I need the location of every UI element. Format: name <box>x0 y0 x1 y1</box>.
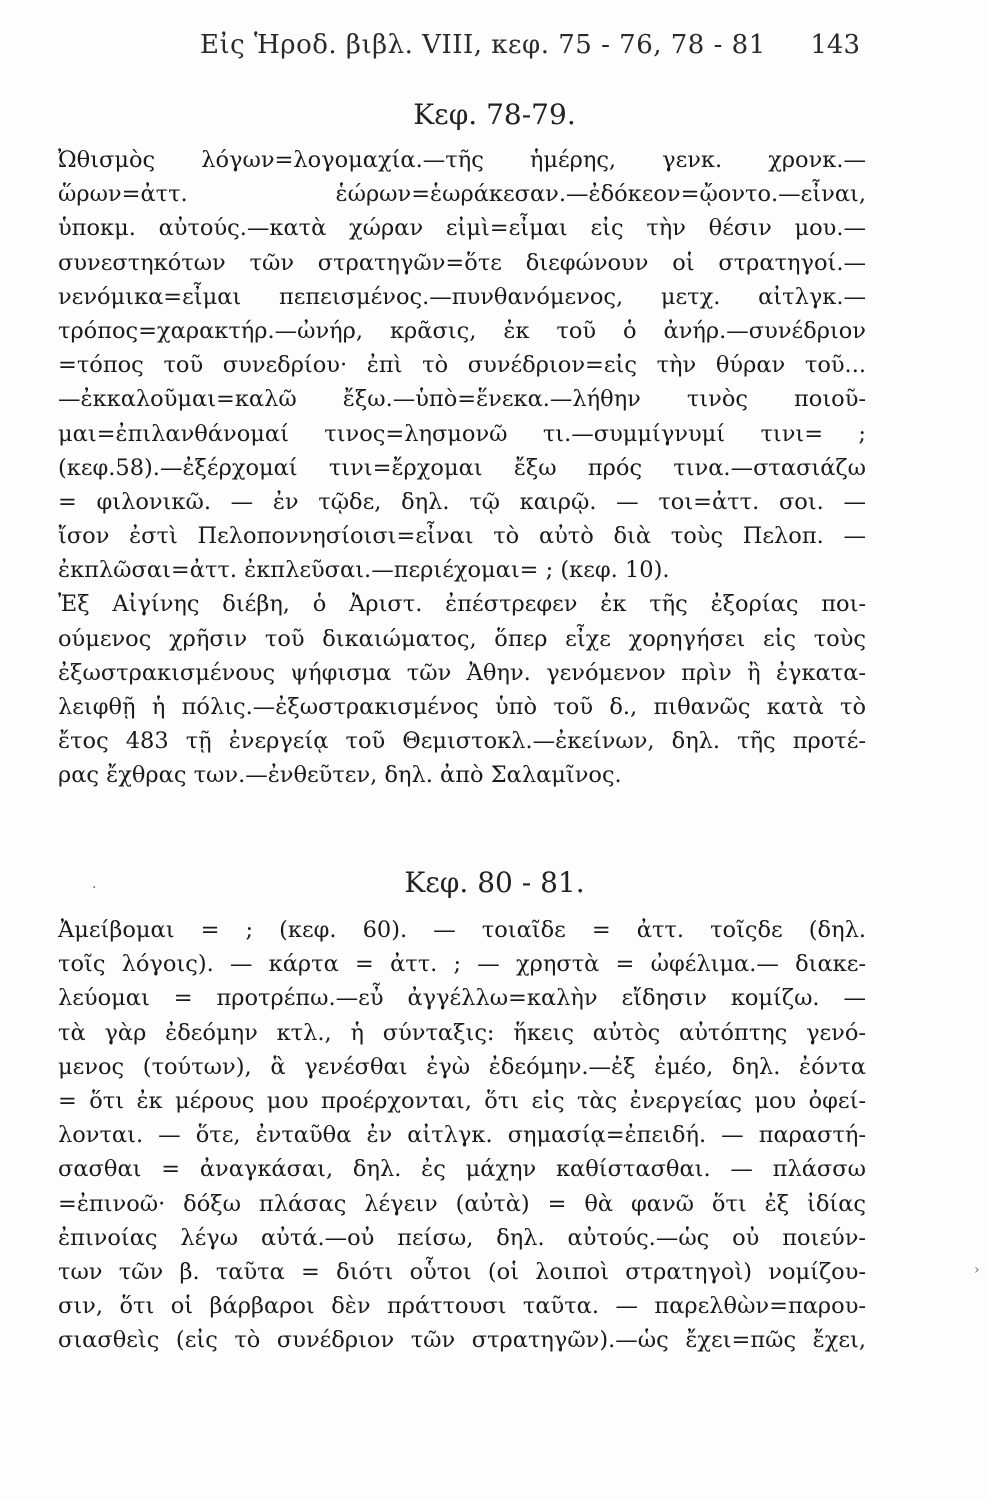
text-line: =ἐπινοῶ· δόξω πλάσας λέγειν (αὐτὰ) = θὰ φανῶ ὅτι ἐξ ἰδίας <box>58 1190 866 1217</box>
text-line: ρας ἔχθρας των.—ἐνθεῦτεν, δηλ. ἀπὸ Σαλαμῖνος. <box>58 762 622 789</box>
text-line: σιν, ὅτι οἱ βάρβαροι δὲν πράττουσι ταῦτα. — παρελθὼν=παρου- <box>58 1293 866 1320</box>
text-line: (κεφ.58).—ἐξέρχομαί τινι=ἔρχομαι ἔξω πρός τινα.—στασιάζω <box>58 454 866 481</box>
text-line: ούμενος χρῆσιν τοῦ δικαιώματος, ὅπερ εἶχε χορηγήσει εἰς τοὺς <box>58 625 866 652</box>
text-line: Ἐξ Αἰγίνης διέβη, ὁ Ἀριστ. ἐπέστρεφεν ἐκ τῆς ἐξορίας ποι- <box>58 591 866 618</box>
text-line: λονται. — ὅτε, ἐνταῦθα ἐν αἰτλγκ. σημασίᾳ=ἐπειδή. — παραστή- <box>58 1122 866 1149</box>
text-line: τρόπος=χαρακτήρ.—ὠνήρ, κρᾶσις, ἐκ τοῦ ὁ ἀνήρ.—συνέδριον <box>58 317 866 344</box>
running-head-title: Εἰς Ἡροδ. βιβλ. VIII, κεφ. 75 - 76, 78 - 81 <box>200 30 766 60</box>
text-line: ὑποκμ. αὐτούς.—κατὰ χώραν εἰμὶ=εἶμαι εἰς τὴν θέσιν μου.— <box>58 215 866 242</box>
text-line: μαι=ἐπιλανθάνομαί τινος=λησμονῶ τι.—συμμίγνυμί τινι= ; <box>58 420 866 447</box>
text-line: των τῶν β. ταῦτα = διότι οὗτοι (οἱ λοιποὶ στρατηγοὶ) νομίζου- <box>58 1258 866 1285</box>
section-heading-80-81: Κεφ. 80 - 81. <box>404 866 585 899</box>
text-line: —ἐκκαλοῦμαι=καλῶ ἔξω.—ὑπὸ=ἕνεκα.—λήθην τινὸς ποιοῦ- <box>58 386 866 413</box>
text-line: ὥρων=ἀττ. ἑώρων=ἑωράκεσαν.—ἐδόκεον=ᾤοντο.—εἶναι, <box>58 181 866 208</box>
text-line: σιασθεὶς (εἰς τὸ συνέδριον τῶν στρατηγῶν).—ὡς ἔχει=πῶς ἔχει, <box>58 1327 866 1354</box>
section-heading-78-79: Κεφ. 78-79. <box>413 98 576 131</box>
print-speck: · <box>92 880 97 896</box>
text-line: Ἀμείβομαι = ; (κεφ. 60). — τοιαῖδε = ἀττ. τοῖςδε (δηλ. <box>58 917 866 943</box>
text-line: συνεστηκότων τῶν στρατηγῶν=ὅτε διεφώνουν οἱ στρατηγοί.— <box>58 249 866 276</box>
text-line: ἐξωστρακισμένους ψήφισμα τῶν Ἀθην. γενόμενον πρὶν ἢ ἐγκατα- <box>58 659 866 686</box>
text-line: νενόμικα=εἶμαι πεπεισμένος.—πυνθανόμενος, μετχ. αἰτλγκ.— <box>58 283 866 310</box>
print-speck: › <box>974 1262 980 1278</box>
section-text-80-81 <box>58 913 866 1357</box>
text-line: λειφθῇ ἡ πόλις.—ἐξωστρακισμένος ὑπὸ τοῦ δ., πιθανῶς κατὰ τὸ <box>58 694 866 720</box>
text-line: = φιλονικῶ. — ἐν τῷδε, δηλ. τῷ καιρῷ. — τοι=ἀττ. σοι. — <box>58 488 866 515</box>
text-line: ἔτος 483 τῇ ἐνεργείᾳ τοῦ Θεμιστοκλ.—ἐκείνων, δηλ. τῆς προτέ- <box>58 728 866 755</box>
text-line: Ὠθισμὸς λόγων=λογομαχία.—τῆς ἡμέρης, γενκ. χρονκ.— <box>58 147 866 173</box>
text-line: =τόπος τοῦ συνεδρίου· ἐπὶ τὸ συνέδριον=εἰς τὴν θύραν τοῦ... <box>58 352 866 379</box>
text-line: τοῖς λόγοις). — κάρτα = ἀττ. ; — χρηστὰ = ὠφέλιμα.— διακε- <box>58 951 866 978</box>
text-line: ἐκπλῶσαι=ἀττ. ἐκπλεῦσαι.—περιέχομαι= ; (κεφ. 10). <box>58 557 670 584</box>
text-line: ἴσον ἐστὶ Πελοποννησίοισι=εἶναι τὸ αὐτὸ διὰ τοὺς Πελοπ. — <box>58 523 866 550</box>
text-line: μενος (τούτων), ἃ γενέσθαι ἐγὼ ἐδεόμην.—ἐξ ἐμέο, δηλ. ἐόντα <box>58 1053 866 1080</box>
text-line: σασθαι = ἀναγκάσαι, δηλ. ἐς μάχην καθίστασθαι. — πλάσσω <box>58 1156 866 1183</box>
text-line: τὰ γὰρ ἐδεόμην κτλ., ἡ σύνταξις: ἥκεις αὐτὸς αὐτόπτης γενό- <box>58 1019 866 1046</box>
text-line: λεύομαι = προτρέπω.—εὖ ἀγγέλλω=καλὴν εἴδησιν κομίζω. — <box>58 985 866 1012</box>
text-line: ἐπινοίας λέγω αὐτά.—οὐ πείσω, δηλ. αὐτούς.—ὡς οὐ ποιεύν- <box>58 1224 866 1251</box>
text-line: = ὅτι ἐκ μέρους μου προέρχονται, ὅτι εἰς τὰς ἐνεργείας μου ὀφεί- <box>58 1087 866 1114</box>
page-number: 143 <box>810 30 860 60</box>
section-text-78-79 <box>58 143 866 793</box>
running-head <box>200 26 860 66</box>
